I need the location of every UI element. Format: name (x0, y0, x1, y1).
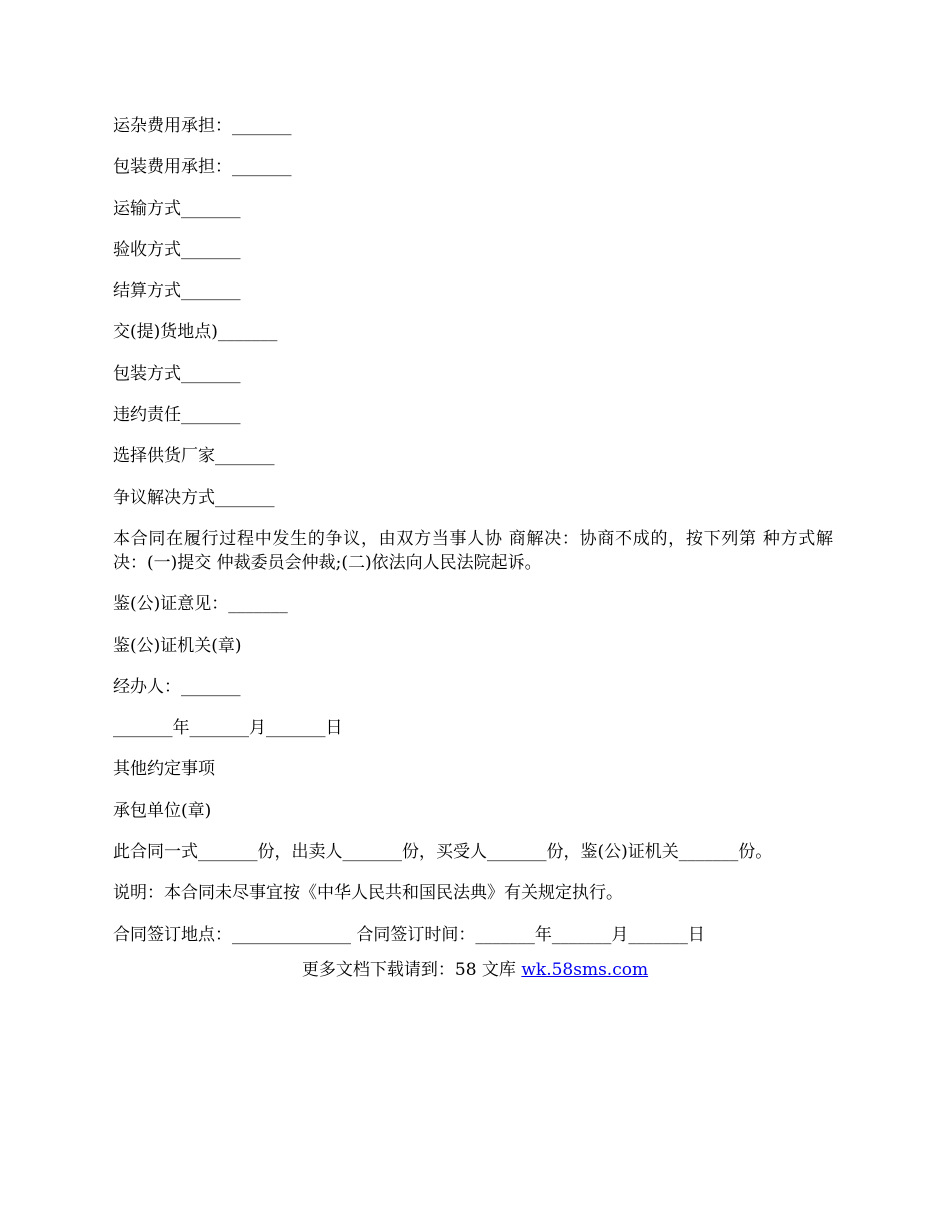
delivery-location-line: 交(提)货地点)_______ (113, 322, 278, 343)
footer-link[interactable]: wk.58sms.com (521, 960, 649, 980)
acceptance-method-line: 验收方式_______ (113, 239, 241, 260)
freight-cost-line: 运杂费用承担：_______ (113, 116, 292, 136)
explanation-line: 说明：本合同未尽事宜按《中华人民共和国民法典》有关规定执行。 (113, 883, 623, 904)
date-line: _______年_______月_______日 (113, 718, 343, 739)
dispute-resolution-line: 争议解决方式_______ (113, 487, 275, 508)
supplier-selection-line: 选择供货厂家_______ (113, 446, 275, 467)
notary-office-line: 鉴(公)证机关(章) (113, 635, 242, 656)
transport-method-line: 运输方式_______ (113, 198, 241, 219)
packaging-cost-line: 包装费用承担：_______ (113, 157, 292, 178)
footer (0, 958, 950, 982)
packaging-method-line: 包装方式_______ (113, 363, 241, 384)
signing-place-time-line: 合同签订地点：______________ 合同签订时间：_______年_______月_______日 (113, 924, 705, 945)
copies-line: 此合同一式_______份，出卖人_______份，买受人_______份，鉴(公)证机关_______份。 (113, 842, 773, 863)
dispute-paragraph: 本合同在履行过程中发生的争议，由双方当事人协 商解决：协商不成的，按下列第 种方式解决：(一)提交 仲裁委员会仲裁;(二)依法向人民法院起诉。 (113, 528, 833, 573)
breach-liability-line: 违约责任_______ (113, 405, 241, 426)
notary-opinion-line: 鉴(公)证意见：_______ (113, 594, 288, 615)
contractor-seal-line: 承包单位(章) (113, 800, 212, 821)
footer-text: 更多文档下载请到：58 文库 (301, 960, 522, 980)
settlement-method-line: 结算方式_______ (113, 281, 241, 302)
document-body (113, 114, 833, 964)
handler-line: 经办人：_______ (113, 676, 241, 697)
other-terms-line: 其他约定事项 (113, 759, 215, 780)
